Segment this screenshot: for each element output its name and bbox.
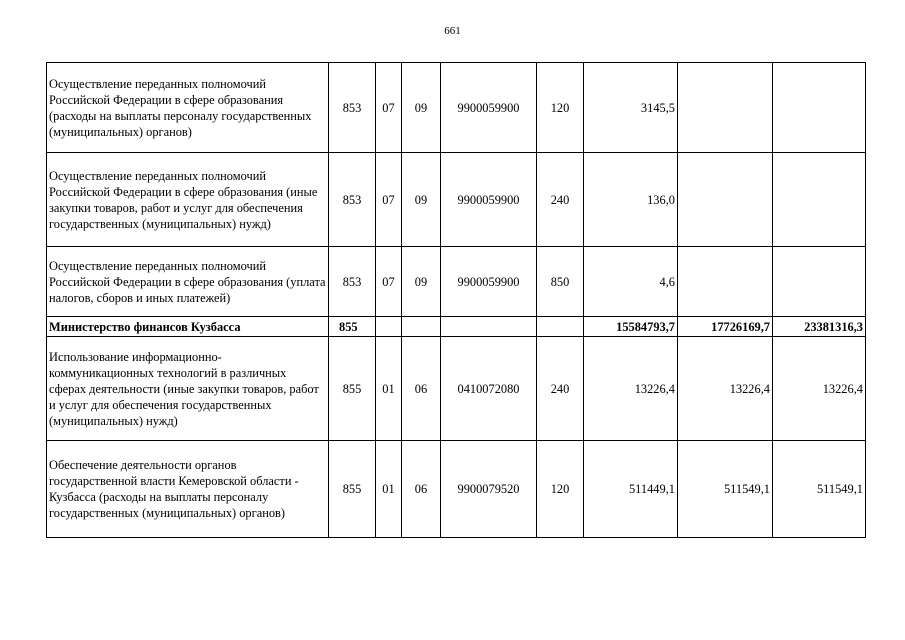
page-number: 661 [444, 25, 461, 37]
target-article-code: 0410072080 [441, 337, 537, 441]
table-row [47, 247, 866, 317]
table-row [47, 63, 866, 153]
expense-type-code [537, 317, 584, 337]
table-row-ministry-total [47, 317, 866, 337]
section-code: 07 [376, 153, 402, 247]
section-code: 07 [376, 247, 402, 317]
ministry-code: 853 [329, 153, 376, 247]
amount-year-2 [678, 63, 773, 153]
target-article-code: 9900059900 [441, 63, 537, 153]
amount-year-1: 4,6 [584, 247, 678, 317]
amount-year-1: 15584793,7 [584, 317, 678, 337]
amount-year-2: 511549,1 [678, 441, 773, 538]
subsection-code [402, 317, 441, 337]
subsection-code: 09 [402, 63, 441, 153]
subsection-code: 09 [402, 247, 441, 317]
budget-table [46, 62, 866, 538]
amount-year-2 [678, 153, 773, 247]
row-description: Министерство финансов Кузбасса [47, 317, 329, 337]
amount-year-1: 13226,4 [584, 337, 678, 441]
row-description: Использование информационно-коммуникационных технологий в различных сферах деятельности (иные закупки товаров, работ и услуг для обеспечения государственных (муниципальных) нужд) [47, 337, 329, 441]
amount-year-1: 511449,1 [584, 441, 678, 538]
target-article-code: 9900059900 [441, 247, 537, 317]
ministry-code: 855 [329, 441, 376, 538]
expense-type-code: 240 [537, 153, 584, 247]
table-row [47, 153, 866, 247]
expense-type-code: 850 [537, 247, 584, 317]
table-row [47, 441, 866, 538]
amount-year-1: 3145,5 [584, 63, 678, 153]
ministry-code: 853 [329, 247, 376, 317]
amount-year-3: 23381316,3 [773, 317, 866, 337]
amount-year-2: 13226,4 [678, 337, 773, 441]
ministry-code: 853 [329, 63, 376, 153]
row-description: Обеспечение деятельности органов государственной власти Кемеровской области - Кузбасса (расходы на выплаты персоналу государственных (муниципальных) органов) [47, 441, 329, 538]
expense-type-code: 240 [537, 337, 584, 441]
section-code: 01 [376, 337, 402, 441]
ministry-code: 855 [329, 317, 376, 337]
amount-year-3 [773, 153, 866, 247]
amount-year-3: 511549,1 [773, 441, 866, 538]
subsection-code: 09 [402, 153, 441, 247]
target-article-code: 9900079520 [441, 441, 537, 538]
subsection-code: 06 [402, 337, 441, 441]
amount-year-1: 136,0 [584, 153, 678, 247]
ministry-code: 855 [329, 337, 376, 441]
section-code: 01 [376, 441, 402, 538]
table-row [47, 337, 866, 441]
expense-type-code: 120 [537, 63, 584, 153]
amount-year-3: 13226,4 [773, 337, 866, 441]
section-code: 07 [376, 63, 402, 153]
amount-year-3 [773, 63, 866, 153]
subsection-code: 06 [402, 441, 441, 538]
target-article-code [441, 317, 537, 337]
target-article-code: 9900059900 [441, 153, 537, 247]
row-description: Осуществление переданных полномочий Российской Федерации в сфере образования (иные закупки товаров, работ и услуг для обеспечения государственных (муниципальных) нужд) [47, 153, 329, 247]
expense-type-code: 120 [537, 441, 584, 538]
section-code [376, 317, 402, 337]
row-description: Осуществление переданных полномочий Российской Федерации в сфере образования (расходы на выплаты персоналу государственных (муниципальных) органов) [47, 63, 329, 153]
amount-year-2: 17726169,7 [678, 317, 773, 337]
amount-year-2 [678, 247, 773, 317]
row-description: Осуществление переданных полномочий Российской Федерации в сфере образования (уплата налогов, сборов и иных платежей) [47, 247, 329, 317]
amount-year-3 [773, 247, 866, 317]
